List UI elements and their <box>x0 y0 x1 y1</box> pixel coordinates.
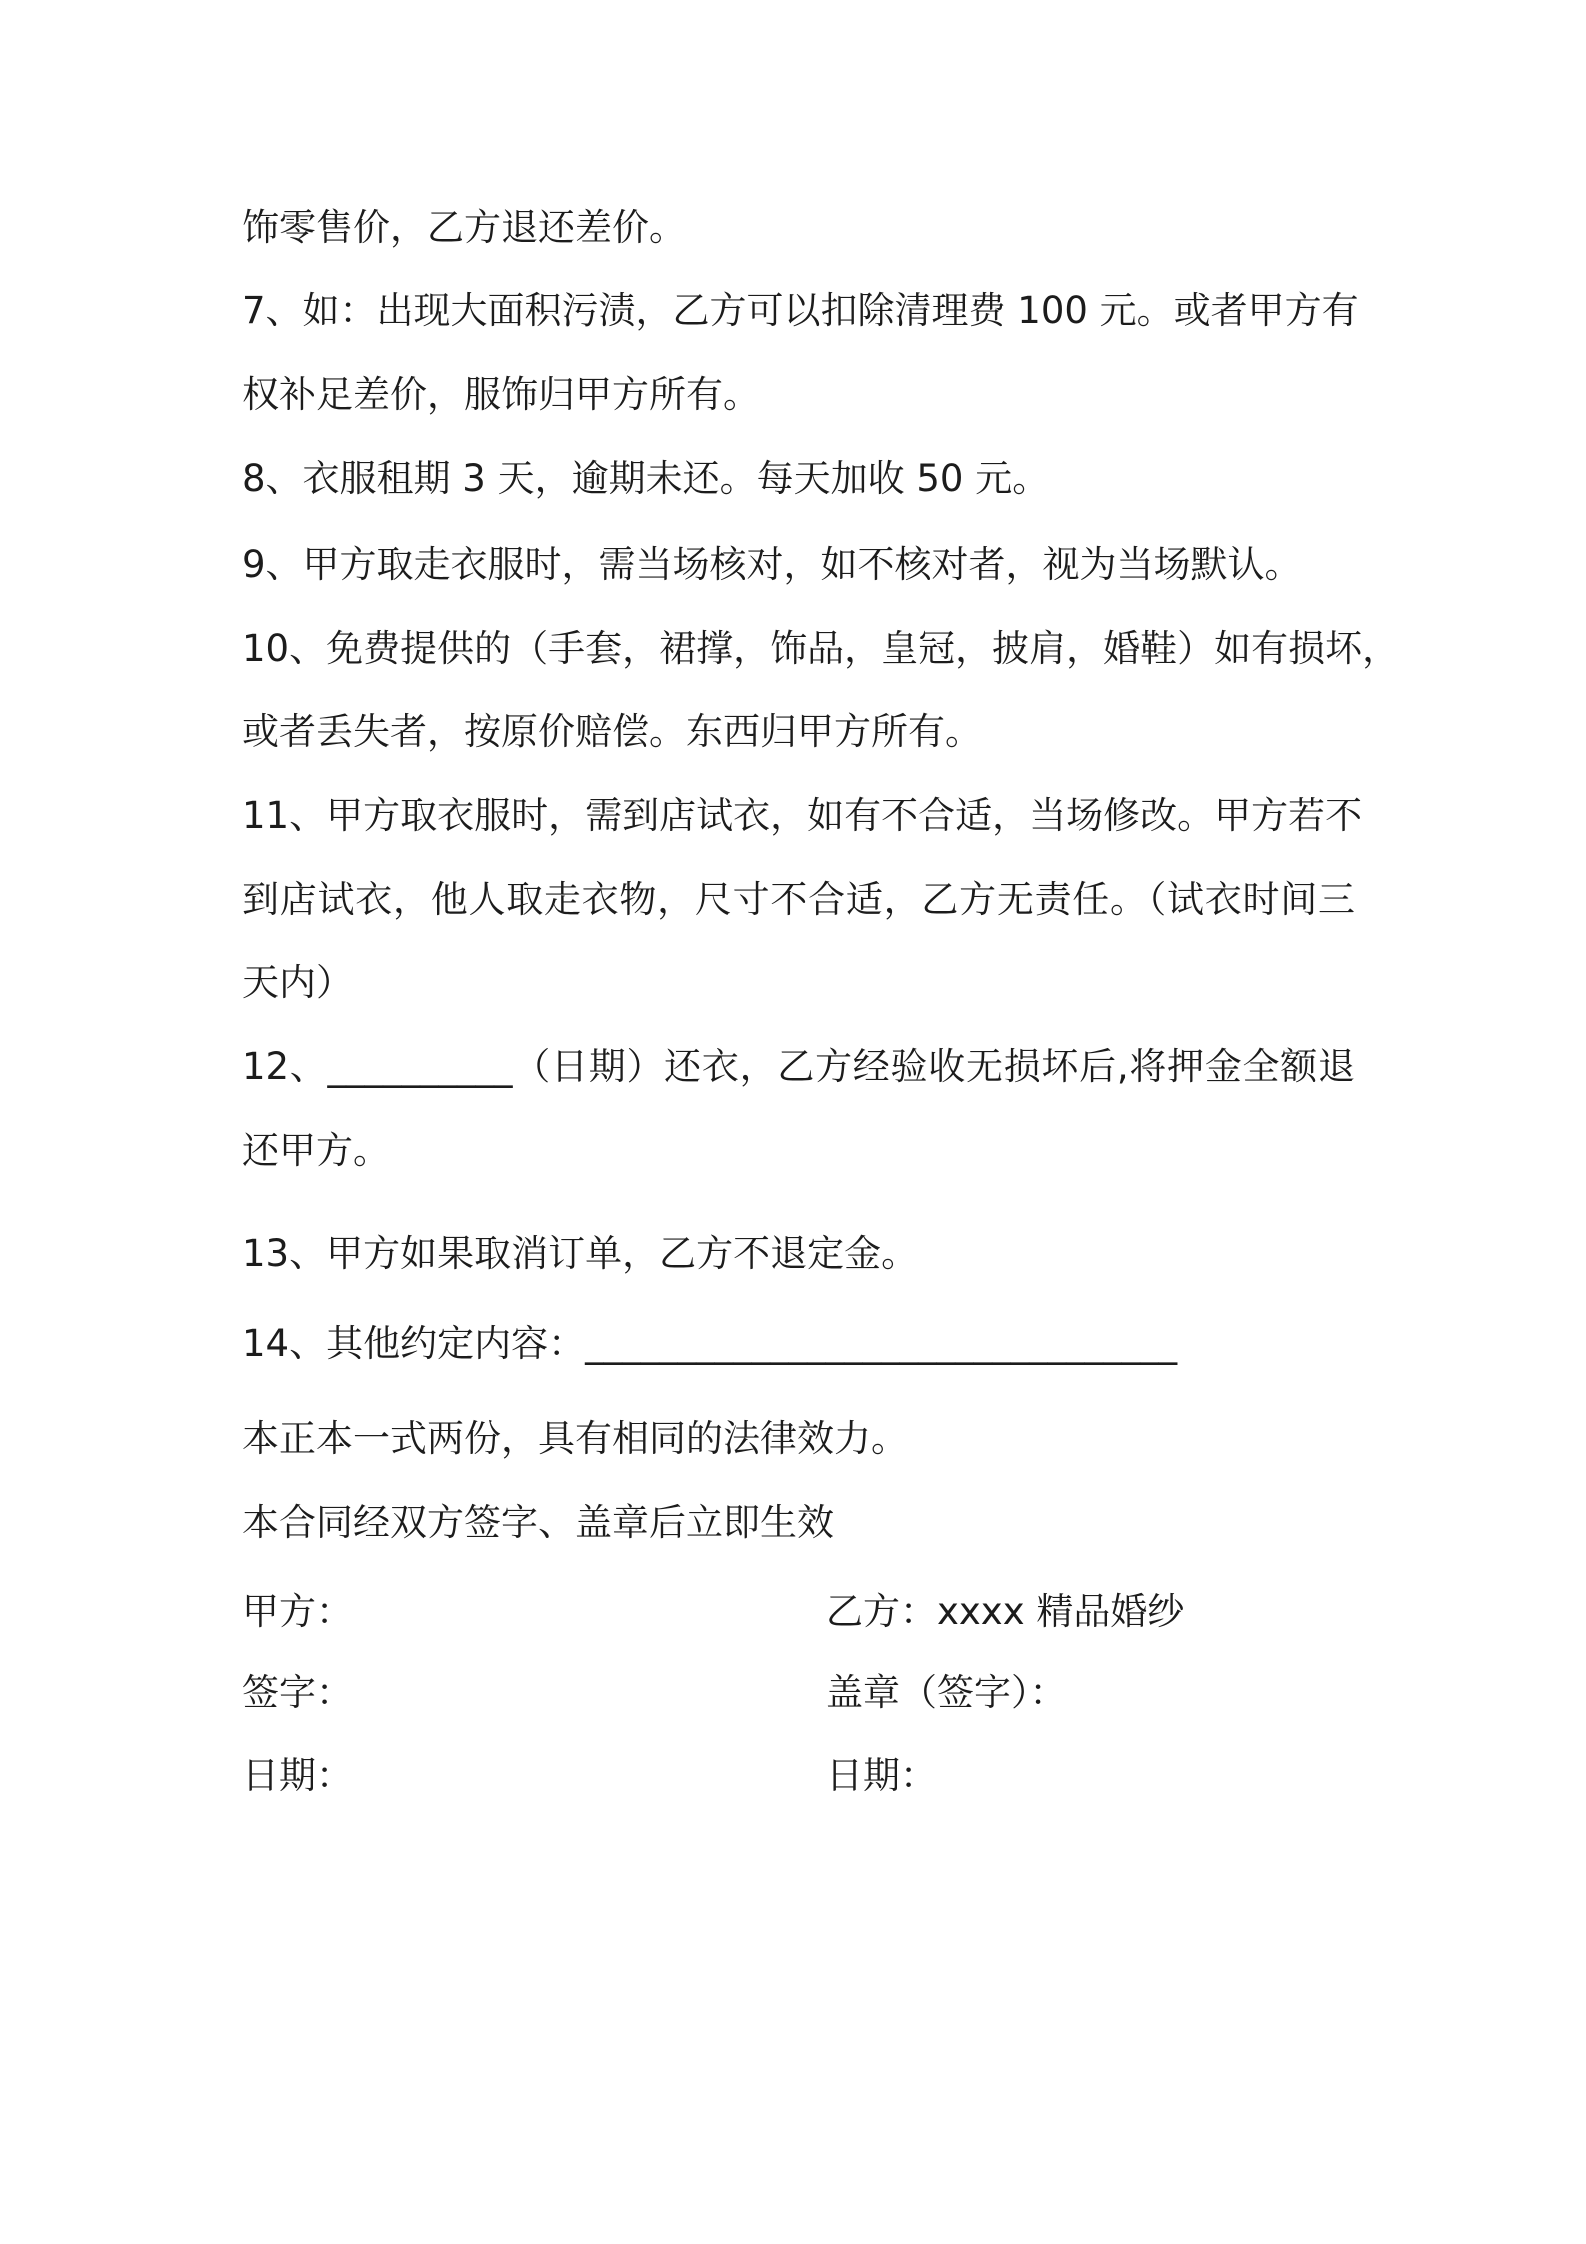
clause-7-line-1: 7、如：出现大面积污渍，乙方可以扣除清理费 100 元。或者甲方有 <box>242 289 1359 332</box>
clause-11-line-2: 到店试衣，他人取走衣物，尺寸不合适，乙方无责任。（试衣时间三 <box>242 878 1355 921</box>
party-b-label: 乙方：xxxx 精品婚纱 <box>826 1590 1185 1633</box>
clause-12-line-2: 还甲方。 <box>242 1129 390 1172</box>
clause-13-line: 13、甲方如果取消订单，乙方不退定金。 <box>242 1232 919 1275</box>
party-a-date-label: 日期： <box>242 1754 353 1797</box>
clause-10-line-1: 10、免费提供的（手套，裙撑，饰品，皇冠，披肩，婚鞋）如有损坏， <box>242 627 1400 670</box>
effective-statement: 本合同经双方签字、盖章后立即生效 <box>242 1501 834 1544</box>
clause-10-line-2: 或者丢失者，按原价赔偿。东西归甲方所有。 <box>242 710 982 753</box>
party-a-sign-label: 签字： <box>242 1671 353 1714</box>
clause-6-continuation-line: 饰零售价，乙方退还差价。 <box>242 206 686 249</box>
party-a-label: 甲方： <box>242 1590 353 1633</box>
party-b-seal-label: 盖章（签字）： <box>826 1671 1067 1714</box>
clause-9-line: 9、甲方取走衣服时，需当场核对，如不核对者，视为当场默认。 <box>242 543 1302 586</box>
copies-statement: 本正本一式两份，具有相同的法律效力。 <box>242 1417 908 1460</box>
clause-11-line-1: 11、甲方取衣服时，需到店试衣，如有不合适，当场修改。甲方若不 <box>242 794 1363 837</box>
clause-11-line-3: 天内） <box>242 961 353 1004</box>
clause-14-line: 14、其他约定内容：________________________________ <box>242 1322 1178 1365</box>
clause-7-line-2: 权补足差价，服饰归甲方所有。 <box>242 373 760 416</box>
clause-8-line: 8、衣服租期 3 天，逾期未还。每天加收 50 元。 <box>242 457 1050 500</box>
clause-12-line-1: 12、__________（日期）还衣，乙方经验收无损坏后,将押金全额退 <box>242 1045 1355 1088</box>
party-b-date-label: 日期： <box>826 1754 937 1797</box>
